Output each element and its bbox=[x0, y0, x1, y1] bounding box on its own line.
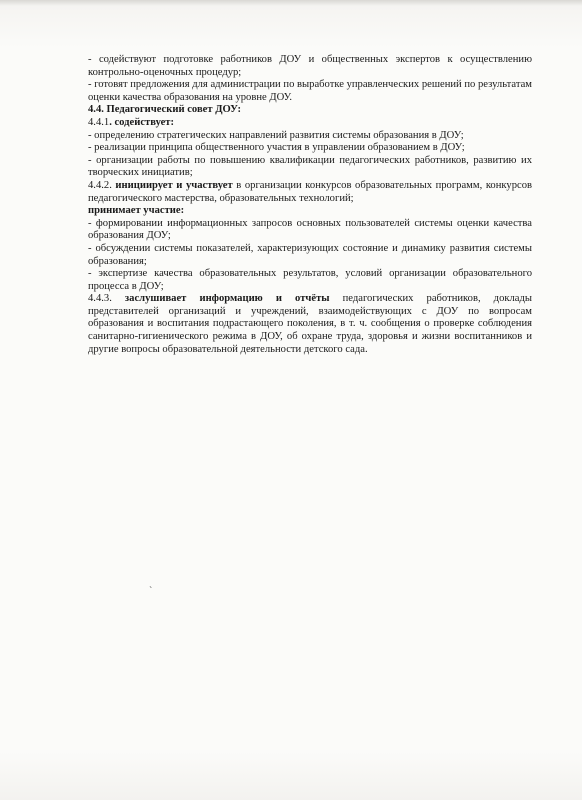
subsection-4-4-3 bbox=[88, 293, 532, 356]
paragraph-qualification: - организации работы по повышению квалификации педагогических работников, развитию их творческих инициатив; bbox=[88, 154, 532, 179]
paragraph-experts: - содействуют подготовке работников ДОУ и общественных экспертов к осуществлению контрольно-оценочных процедур; bbox=[88, 54, 532, 78]
paragraph-indicators: - обсуждении системы показателей, характеризующих состояние и динамику развития системы образования; bbox=[88, 242, 532, 267]
subsection-number: 4.4.3. bbox=[88, 293, 125, 305]
paragraph-participation: - реализации принципа общественного участия в управлении образованием в ДОУ; bbox=[88, 142, 465, 154]
document-body bbox=[88, 54, 532, 356]
subsection-number: 4.4.2. bbox=[88, 179, 116, 191]
subsection-4-4-1 bbox=[88, 117, 532, 130]
subsection-verb: заслушивает информацию и отчёты bbox=[124, 293, 330, 305]
subsection-4-4-2 bbox=[88, 180, 532, 205]
paragraph-proposals: - готовят предложения для администрации по выработке управленческих решений по результатам оценки качества образования на уровне ДОУ. bbox=[88, 79, 532, 103]
scan-speck: ` bbox=[149, 586, 153, 597]
paragraph-requests: - формировании информационных запросов основных пользователей системы оценки качества образования ДОУ; bbox=[88, 217, 532, 242]
subsection-number: 4.4.1 bbox=[88, 116, 110, 128]
section-heading: 4.4. Педагогический совет ДОУ: bbox=[88, 104, 242, 116]
paragraph-expertise: - экспертизе качества образовательных результатов, условий организации образовательного процесса в ДОУ; bbox=[88, 268, 532, 292]
page-top-edge bbox=[0, 0, 582, 6]
takes-part-heading: принимает участие: bbox=[88, 205, 185, 217]
subsection-verb: инициирует и участвует bbox=[115, 179, 233, 191]
subsection-text: педагогических работников, доклады представителей организаций и учреждений, взаимодействующих с ДОУ по вопросам образования и воспитания подрастающего поколения, в т. ч. сообщения о проверке соблюдения санитарно-гигиенического режима в ДОУ, об охране труда, здоровья и жизни воспитанников и другие вопросы образовательной деятельности детского сада. bbox=[88, 293, 533, 355]
paragraph-strategy: - определению стратегических направлений развития системы образования в ДОУ; bbox=[88, 129, 464, 141]
subsection-verb: . содействует: bbox=[109, 116, 175, 128]
subsection-text: в организации конкурсов образовательных программ, конкурсов педагогического мастерства, образовательных технологий; bbox=[88, 179, 532, 204]
